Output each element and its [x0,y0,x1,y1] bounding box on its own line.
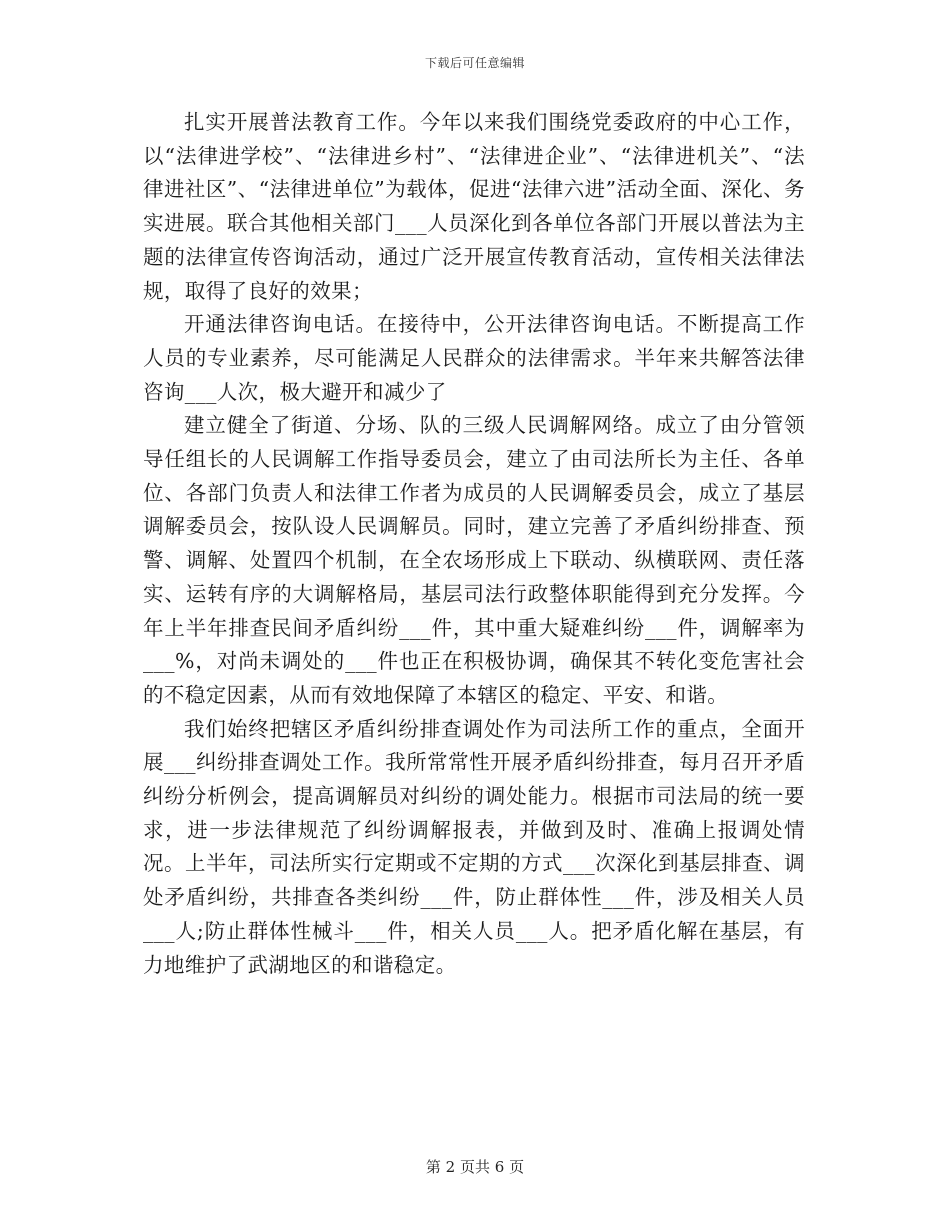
document-body [143,106,805,982]
paragraph-dispute-screening: 我们始终把辖区矛盾纠纷排查调处作为司法所工作的重点，全面开展___纠纷排查调处工作。我所常常性开展矛盾纠纷排查，每月召开矛盾纠纷分析例会，提高调解员对纠纷的调处能力。根据市司法局的统一要求，进一步法律规范了纠纷调解报表，并做到及时、准确上报调处情况。上半年，司法所实行定期或不定期的方式___次深化到基层排查、调处矛盾纠纷，共排查各类纠纷___件，防止群体性___件，涉及相关人员___人;防止群体性械斗___件，相关人员___人。把矛盾化解在基层，有力地维护了武湖地区的和谐稳定。 [143,716,805,977]
paragraph-legal-hotline: 开通法律咨询电话。在接待中，公开法律咨询电话。不断提高工作人员的专业素养，尽可能满足人民群众的法律需求。半年来共解答法律咨询___人次，极大避开和减少了 [143,312,805,404]
page-number: 第 2 页共 6 页 [425,1158,525,1176]
paragraph-mediation-network: 建立健全了街道、分场、队的三级人民调解网络。成立了由分管领导任组长的人民调解工作指导委员会，建立了由司法所长为主任、各单位、各部门负责人和法律工作者为成员的人民调解委员会，成立了基层调解委员会，按队设人民调解员。同时，建立完善了矛盾纠纷排查、预警、调解、处置四个机制，在全农场形成上下联动、纵横联网、责任落实、运转有序的大调解格局，基层司法行政整体职能得到充分发挥。今年上半年排查民间矛盾纠纷___件，其中重大疑难纠纷___件，调解率为___%，对尚未调处的___件也正在积极协调，确保其不转化变危害社会的不稳定因素，从而有效地保障了本辖区的稳定、平安、和谐。 [143,413,805,707]
page-header: 下载后可任意编辑 [424,56,525,70]
paragraph-legal-education: 扎实开展普法教育工作。今年以来我们围绕党委政府的中心工作，以“法律进学校”、“法律进乡村”、“法律进企业”、“法律进机关”、“法律进社区”、“法律进单位”为载体，促进“法律六进”活动全面、深化、务实进展。联合其他相关部门___人员深化到各单位各部门开展以普法为主题的法律宣传咨询活动，通过广泛开展宣传教育活动，宣传相关法律法规，取得了良好的效果； [143,110,805,303]
